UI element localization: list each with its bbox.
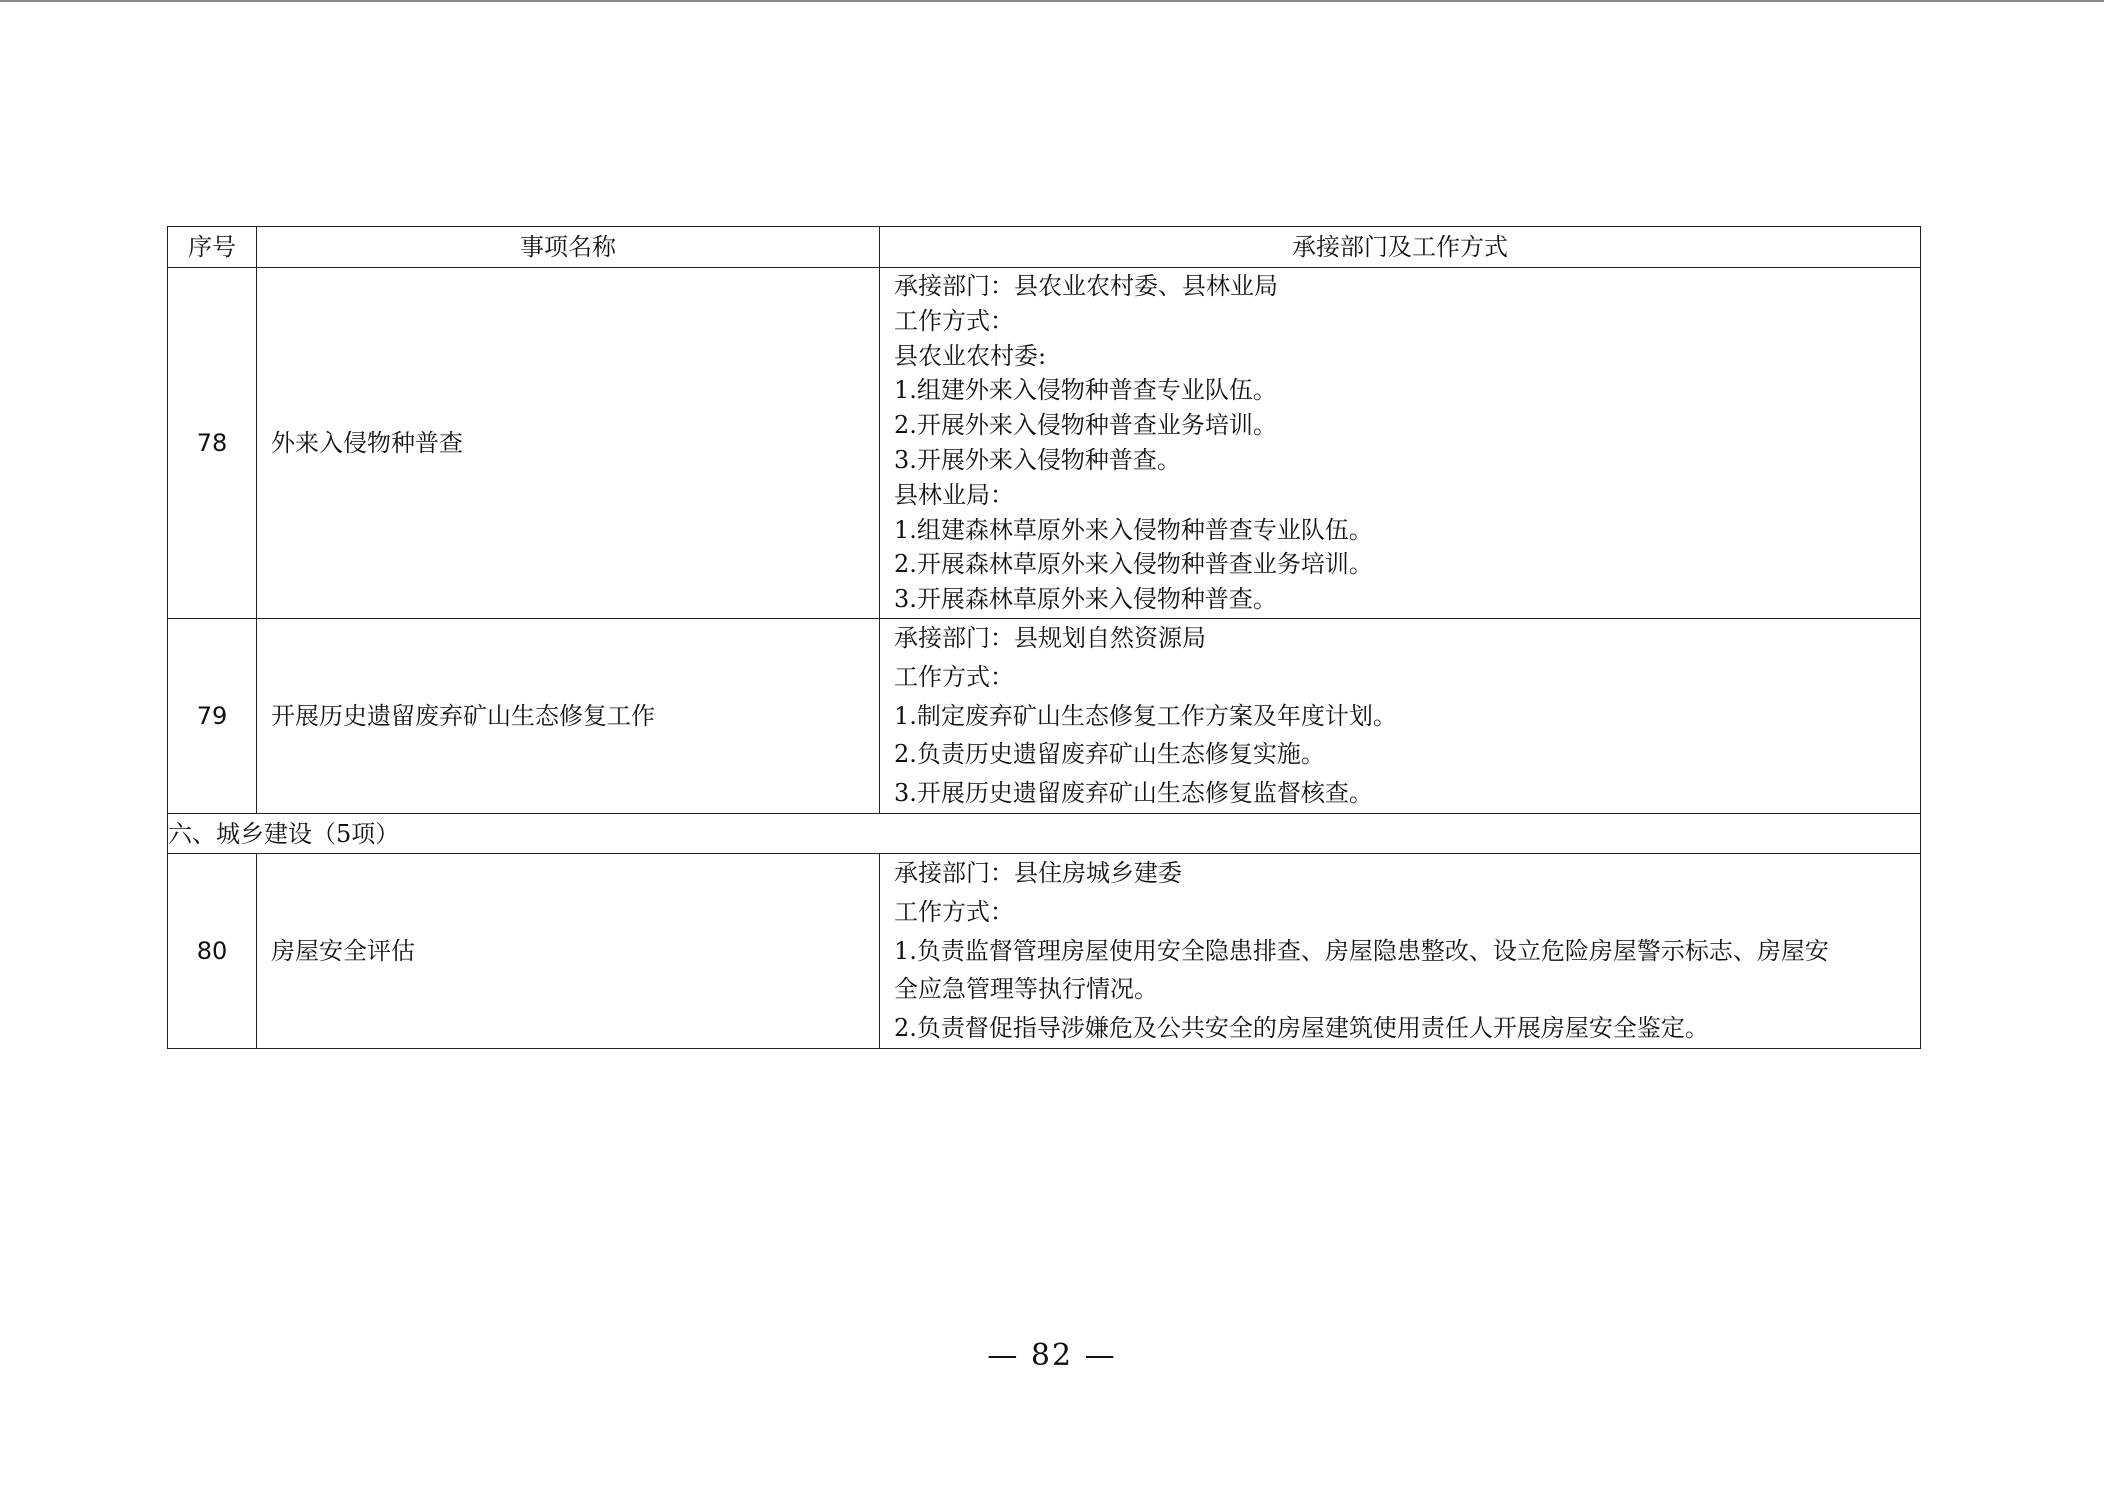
dept-line: 承接部门：县住房城乡建委 — [894, 859, 1182, 887]
dept-line: 承接部门：县规划自然资源局 — [894, 624, 1206, 652]
row-item-name: 房屋安全评估 — [257, 854, 880, 1049]
row-seq: 80 — [168, 854, 257, 1049]
dept-line: 承接部门：县农业农村委、县林业局 — [894, 272, 1278, 301]
dept-line: 3.开展历史遗留废弃矿山生态修复监督核查。 — [894, 779, 1373, 808]
row-item-name: 开展历史遗留废弃矿山生态修复工作 — [257, 619, 880, 814]
dept-line: 2.开展森林草原外来入侵物种普查业务培训。 — [894, 550, 1373, 579]
dept-line: 2.负责督促指导涉嫌危及公共安全的房屋建筑使用责任人开展房屋安全鉴定。 — [894, 1014, 1709, 1043]
dept-line: 全应急管理等执行情况。 — [894, 975, 1158, 1004]
dept-line: 3.开展外来入侵物种普查。 — [894, 446, 1181, 474]
header-dept-method: 承接部门及工作方式 — [880, 227, 1921, 268]
section-row — [168, 814, 1921, 854]
dept-line: 工作方式： — [894, 662, 1014, 691]
dept-line: 县农业农村委: — [894, 341, 1047, 370]
row-seq: 78 — [168, 268, 257, 619]
table-row — [168, 854, 1921, 1049]
dept-line: 2.负责历史遗留废弃矿山生态修复实施。 — [894, 740, 1325, 769]
table-row — [168, 619, 1921, 814]
row-dept-method — [880, 854, 1921, 1049]
dept-line: 1.组建森林草原外来入侵物种普查专业队伍。 — [894, 515, 1373, 544]
dept-line: 3.开展森林草原外来入侵物种普查。 — [894, 585, 1277, 614]
row-seq: 79 — [168, 619, 257, 814]
header-seq: 序号 — [168, 227, 257, 268]
row-item-name: 外来入侵物种普查 — [257, 268, 880, 619]
table-row — [168, 268, 1921, 619]
dept-line: 县林业局： — [894, 480, 1014, 509]
items-table — [167, 226, 1921, 1049]
dept-line: 工作方式： — [894, 306, 1014, 335]
table-header-row — [168, 227, 1921, 268]
row-dept-method — [880, 268, 1921, 619]
section-title: 六、城乡建设（5项） — [168, 814, 1921, 854]
dept-line: 1.负责监督管理房屋使用安全隐患排查、房屋隐患整改、设立危险房屋警示标志、房屋安 — [894, 936, 1829, 965]
dept-line: 1.制定废弃矿山生态修复工作方案及年度计划。 — [894, 701, 1397, 730]
page-top-rule — [0, 0, 2104, 2]
row-dept-method — [880, 619, 1921, 814]
dept-line: 1.组建外来入侵物种普查专业队伍。 — [894, 376, 1277, 405]
page-number: — 82 — — [987, 1338, 1117, 1373]
header-item-name: 事项名称 — [257, 227, 880, 268]
dept-line: 2.开展外来入侵物种普查业务培训。 — [894, 411, 1277, 440]
dept-line: 工作方式： — [894, 897, 1014, 926]
